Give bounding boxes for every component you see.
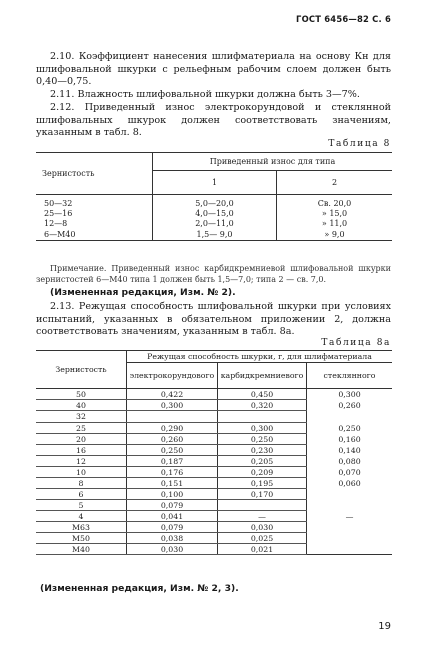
- table-8a-electrocorundum-value: 0,187: [127, 456, 218, 467]
- paragraph-2-12: 2.12. Приведенный износ электрокорундовой и стеклянной шлифовальных шкурок должен соответствовать значениям, указанным в табл. 8.: [36, 102, 391, 139]
- table-8a-grain: 8: [36, 478, 127, 489]
- table-8a-silicon-carbide-value: 0,250: [218, 434, 307, 445]
- table-row: [36, 500, 392, 511]
- table-8a-grain: 40: [36, 400, 127, 411]
- table-8a-grain: М40: [36, 544, 127, 555]
- table-row: [36, 445, 392, 456]
- table-8a-silicon-carbide-value: 0,205: [218, 456, 307, 467]
- table-8a-glass-value: 0,140: [338, 445, 361, 455]
- table-8-type2-value: Св. 20,0: [317, 199, 352, 208]
- paragraph-2-13: 2.13. Режущая способность шлифовальной шкурки при условиях испытаний, указанных в обязательном приложении 2, должна соответствовать значениям, указанным в табл. 8а.: [36, 301, 391, 338]
- table-8a-header-cut: Режущая способность шкурки, г, для шлифматериала: [127, 351, 393, 363]
- table-8-header-grain: Зернистость: [36, 153, 153, 195]
- table-8a-grain: 20: [36, 434, 127, 445]
- table-8a-grain: 16: [36, 445, 127, 456]
- table-8a-electrocorundum-value: 0,300: [127, 400, 218, 411]
- table-8a-silicon-carbide-value: 0,025: [218, 533, 307, 544]
- table-8a-grain: 32: [36, 411, 127, 423]
- table-8a-silicon-carbide-value: 0,170: [218, 489, 307, 500]
- table-8-type1-value: 2,0—11,0: [153, 219, 277, 229]
- table-8a-grain: 10: [36, 467, 127, 478]
- table-8a-glass-value: [307, 544, 393, 555]
- table-8-type2-value: » 11,0: [321, 219, 348, 228]
- table-8-header-type2: 2: [277, 171, 393, 195]
- table-8a-glass-value: [307, 489, 393, 500]
- table-8a-glass-value: 0,160: [338, 434, 361, 444]
- table-8a-glass-value: [307, 522, 393, 533]
- table-8-header-type1: 1: [153, 171, 277, 195]
- table-8a-caption: Таблица 8а: [321, 338, 391, 348]
- table-8a-electrocorundum-value: 0,038: [127, 533, 218, 544]
- table-8a-header-glass: стеклянного: [307, 363, 393, 389]
- table-row: [36, 533, 392, 544]
- table-row: [36, 411, 392, 423]
- amendment-note-2: (Измененная редакция, Изм. № 2, 3).: [40, 583, 239, 594]
- table-8a-header-silicon-carbide: карбидкремниевого: [218, 363, 307, 389]
- table-8a-silicon-carbide-value: 0,230: [218, 445, 307, 456]
- table-8-note: Примечание. Приведенный износ карбидкремниевой шлифовальной шкурки зернистостей 6—М40 типа 1 должен быть 1,5—7,0; типа 2 — св. 7,0.: [36, 264, 391, 284]
- table-row: [36, 511, 392, 522]
- table-8a-electrocorundum-value: 0,079: [127, 500, 218, 511]
- table-8a-glass-value: 0,300: [338, 389, 361, 399]
- table-8a-silicon-carbide-value: —: [218, 511, 307, 522]
- table-8a-glass-value: 0,070: [338, 467, 361, 477]
- table-8a-grain: 6: [36, 489, 127, 500]
- table-8a-glass-value: 0,080: [338, 456, 361, 466]
- table-8a-glass-value: 0,250: [338, 423, 361, 433]
- table-8a-electrocorundum-value: 0,422: [127, 389, 218, 400]
- table-8a-electrocorundum-value: 0,079: [127, 522, 218, 533]
- table-row: [36, 467, 392, 478]
- table-8a-glass-value: [307, 533, 393, 544]
- table-8a-silicon-carbide-value: 0,030: [218, 522, 307, 533]
- table-row: [36, 434, 392, 445]
- table-8-header-wear: Приведенный износ для типа: [153, 153, 393, 171]
- table-row: [36, 478, 392, 489]
- table-8a-grain: 4: [36, 511, 127, 522]
- paragraph-2-10: 2.10. Коэффициент нанесения шлифматериала на основу Кн для шлифовальной шкурки с рельефным рабочим слоем должен быть 0,40—0,75.: [36, 51, 391, 88]
- table-8a-glass-value: [307, 411, 393, 423]
- table-row: [36, 456, 392, 467]
- table-8a-electrocorundum-value: 0,260: [127, 434, 218, 445]
- table-8a-silicon-carbide-value: 0,021: [218, 544, 307, 555]
- table-8a-silicon-carbide-value: 0,450: [218, 389, 307, 400]
- table-8a: [36, 350, 392, 555]
- page-number: 19: [378, 621, 391, 632]
- table-8a-header-electrocorundum: электрокорундового: [127, 363, 218, 389]
- table-8-type2-value: » 15,0: [321, 209, 348, 218]
- amendment-note-1: (Измененная редакция, Изм. № 2).: [50, 287, 236, 298]
- table-8a-grain: 12: [36, 456, 127, 467]
- table-8a-glass-value: —: [345, 511, 354, 521]
- table-8-caption: Таблица 8: [328, 139, 391, 149]
- table-8a-electrocorundum-value: 0,176: [127, 467, 218, 478]
- table-8-grain: 50—32: [36, 199, 153, 209]
- table-8-type1-value: 4,0—15,0: [153, 209, 277, 219]
- table-row: [36, 544, 392, 555]
- table-8a-silicon-carbide-value: 0,195: [218, 478, 307, 489]
- table-8a-silicon-carbide-value: 0,300: [218, 423, 307, 434]
- table-8: [36, 152, 392, 241]
- table-8a-grain: 25: [36, 423, 127, 434]
- page-header: ГОСТ 6456—82 С. 6: [296, 14, 391, 24]
- table-8a-silicon-carbide-value: 0,209: [218, 467, 307, 478]
- table-8-grain: 6—М40: [36, 229, 153, 241]
- table-8a-electrocorundum-value: 0,100: [127, 489, 218, 500]
- table-8-type2-value: » 9,0: [324, 229, 345, 239]
- table-8a-electrocorundum-value: 0,030: [127, 544, 218, 555]
- table-8a-silicon-carbide-value: 0,320: [218, 400, 307, 411]
- table-8a-silicon-carbide-value: [218, 500, 307, 511]
- table-8-grain: 25—16: [36, 209, 153, 219]
- table-8a-grain: 50: [36, 389, 127, 400]
- table-8a-grain: М50: [36, 533, 127, 544]
- table-row: [36, 489, 392, 500]
- paragraph-2-11: 2.11. Влажность шлифовальной шкурки должна быть 3—7%.: [50, 89, 360, 100]
- table-8a-grain: М63: [36, 522, 127, 533]
- table-8a-electrocorundum-value: 0,041: [127, 511, 218, 522]
- table-8a-header-grain: Зернистость: [36, 351, 127, 389]
- table-8a-grain: 5: [36, 500, 127, 511]
- table-row: [36, 389, 392, 400]
- table-8-type1-value: 1,5— 9,0: [153, 229, 277, 241]
- table-row: [36, 522, 392, 533]
- table-8a-glass-value: 0,260: [338, 400, 361, 410]
- table-8a-electrocorundum-value: 0,151: [127, 478, 218, 489]
- table-8a-electrocorundum-value: [127, 411, 218, 423]
- table-row: [36, 400, 392, 411]
- table-8a-electrocorundum-value: 0,290: [127, 423, 218, 434]
- table-8a-glass-value: [307, 500, 393, 511]
- table-8a-electrocorundum-value: 0,250: [127, 445, 218, 456]
- table-8-grain: 12—8: [36, 219, 153, 229]
- table-row: [36, 423, 392, 434]
- table-8a-body: [36, 389, 392, 555]
- table-8a-silicon-carbide-value: [218, 411, 307, 423]
- table-8a-glass-value: 0,060: [338, 478, 361, 488]
- table-8-type1-value: 5,0—20,0: [153, 199, 277, 209]
